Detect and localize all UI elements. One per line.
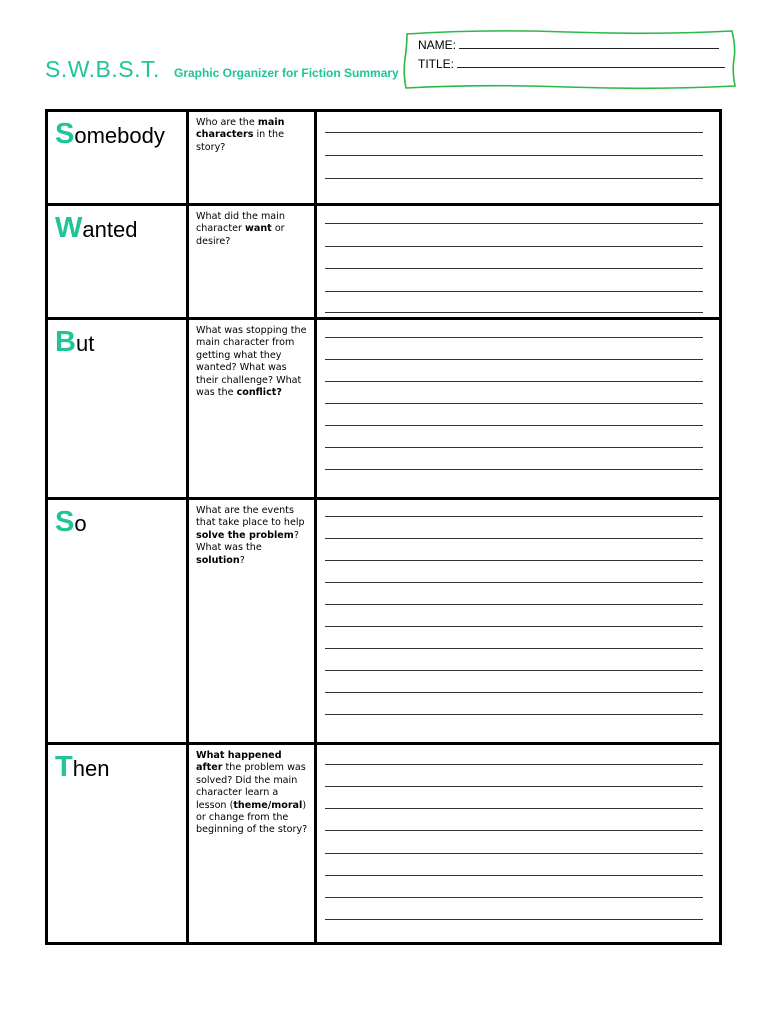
- writing-line: [325, 403, 703, 404]
- name-title-box: [402, 28, 736, 90]
- writing-line: [325, 604, 703, 605]
- writing-line: [325, 337, 703, 338]
- row-word: Then: [55, 751, 110, 783]
- writing-line: [325, 875, 703, 876]
- title-label: TITLE:: [418, 57, 455, 71]
- writing-line: [325, 808, 703, 809]
- writing-line: [325, 764, 703, 765]
- row-so: [48, 500, 719, 745]
- word-cell: [48, 112, 189, 203]
- name-line: [418, 38, 719, 52]
- question-cell: [189, 500, 317, 742]
- question-text: ) or change from the beginning of the story?: [196, 799, 308, 836]
- answer-area[interactable]: [317, 206, 719, 317]
- page-title: S.W.B.S.T.: [45, 56, 160, 82]
- question-cell: [189, 320, 317, 497]
- writing-line: [325, 670, 703, 671]
- page-subtitle: Graphic Organizer for Fiction Summary: [174, 66, 399, 80]
- title-blank[interactable]: [457, 57, 725, 68]
- question-text: in the story?: [196, 129, 285, 153]
- writing-line: [325, 268, 703, 269]
- question-text: the problem was solved? Did the main character learn a lesson (: [196, 762, 306, 811]
- row-somebody: [48, 112, 719, 206]
- word-cell: [48, 320, 189, 497]
- question-cell: [189, 745, 317, 942]
- question-text: main characters: [196, 117, 285, 141]
- question-text: solution: [196, 554, 240, 566]
- writing-line: [325, 582, 703, 583]
- word-cell: [48, 500, 189, 742]
- row-but: [48, 320, 719, 500]
- writing-line: [325, 538, 703, 539]
- writing-line: [325, 692, 703, 693]
- writing-line: [325, 516, 703, 517]
- question-text: ? What was the: [196, 529, 299, 554]
- answer-area[interactable]: [317, 112, 719, 203]
- question-text: or desire?: [196, 223, 285, 247]
- question-text: theme/moral: [233, 799, 303, 811]
- title-line: [418, 57, 725, 71]
- question-text: What did the main character: [196, 211, 285, 235]
- writing-line: [325, 830, 703, 831]
- writing-line: [325, 447, 703, 448]
- writing-line: [325, 853, 703, 854]
- writing-line: [325, 359, 703, 360]
- writing-line: [325, 560, 703, 561]
- question-text: want: [245, 223, 272, 235]
- name-blank[interactable]: [459, 38, 719, 49]
- word-cell: [48, 206, 189, 317]
- writing-line: [325, 469, 703, 470]
- answer-area[interactable]: [317, 500, 719, 742]
- row-word: So: [55, 506, 87, 538]
- writing-line: [325, 786, 703, 787]
- row-wanted: [48, 206, 719, 320]
- writing-line: [325, 425, 703, 426]
- row-word: Wanted: [55, 212, 138, 244]
- swbst-table: [45, 109, 722, 945]
- writing-line: [325, 648, 703, 649]
- writing-line: [325, 897, 703, 898]
- row-then: [48, 745, 719, 942]
- writing-line: [325, 626, 703, 627]
- question-cell: [189, 206, 317, 317]
- word-cell: [48, 745, 189, 942]
- answer-area[interactable]: [317, 320, 719, 497]
- writing-line: [325, 312, 703, 313]
- question-text: What are the events that take place to help: [196, 505, 305, 529]
- writing-line: [325, 246, 703, 247]
- writing-line: [325, 223, 703, 224]
- question-text: What was stopping the main character from getting what they wanted? What was their challenge? What was the: [196, 325, 307, 399]
- answer-area[interactable]: [317, 745, 719, 942]
- name-label: NAME:: [418, 38, 457, 52]
- question-text: conflict?: [236, 387, 282, 399]
- question-text: solve the problem: [196, 529, 294, 541]
- row-word: Somebody: [55, 118, 165, 150]
- writing-line: [325, 155, 703, 156]
- question-text: Who are the: [196, 117, 258, 128]
- writing-line: [325, 381, 703, 382]
- question-cell: [189, 112, 317, 203]
- row-word: But: [55, 326, 95, 358]
- writing-line: [325, 714, 703, 715]
- writing-line: [325, 178, 703, 179]
- writing-line: [325, 291, 703, 292]
- writing-line: [325, 132, 703, 133]
- question-text: What happened after: [196, 750, 282, 774]
- question-text: ?: [239, 554, 245, 566]
- writing-line: [325, 919, 703, 920]
